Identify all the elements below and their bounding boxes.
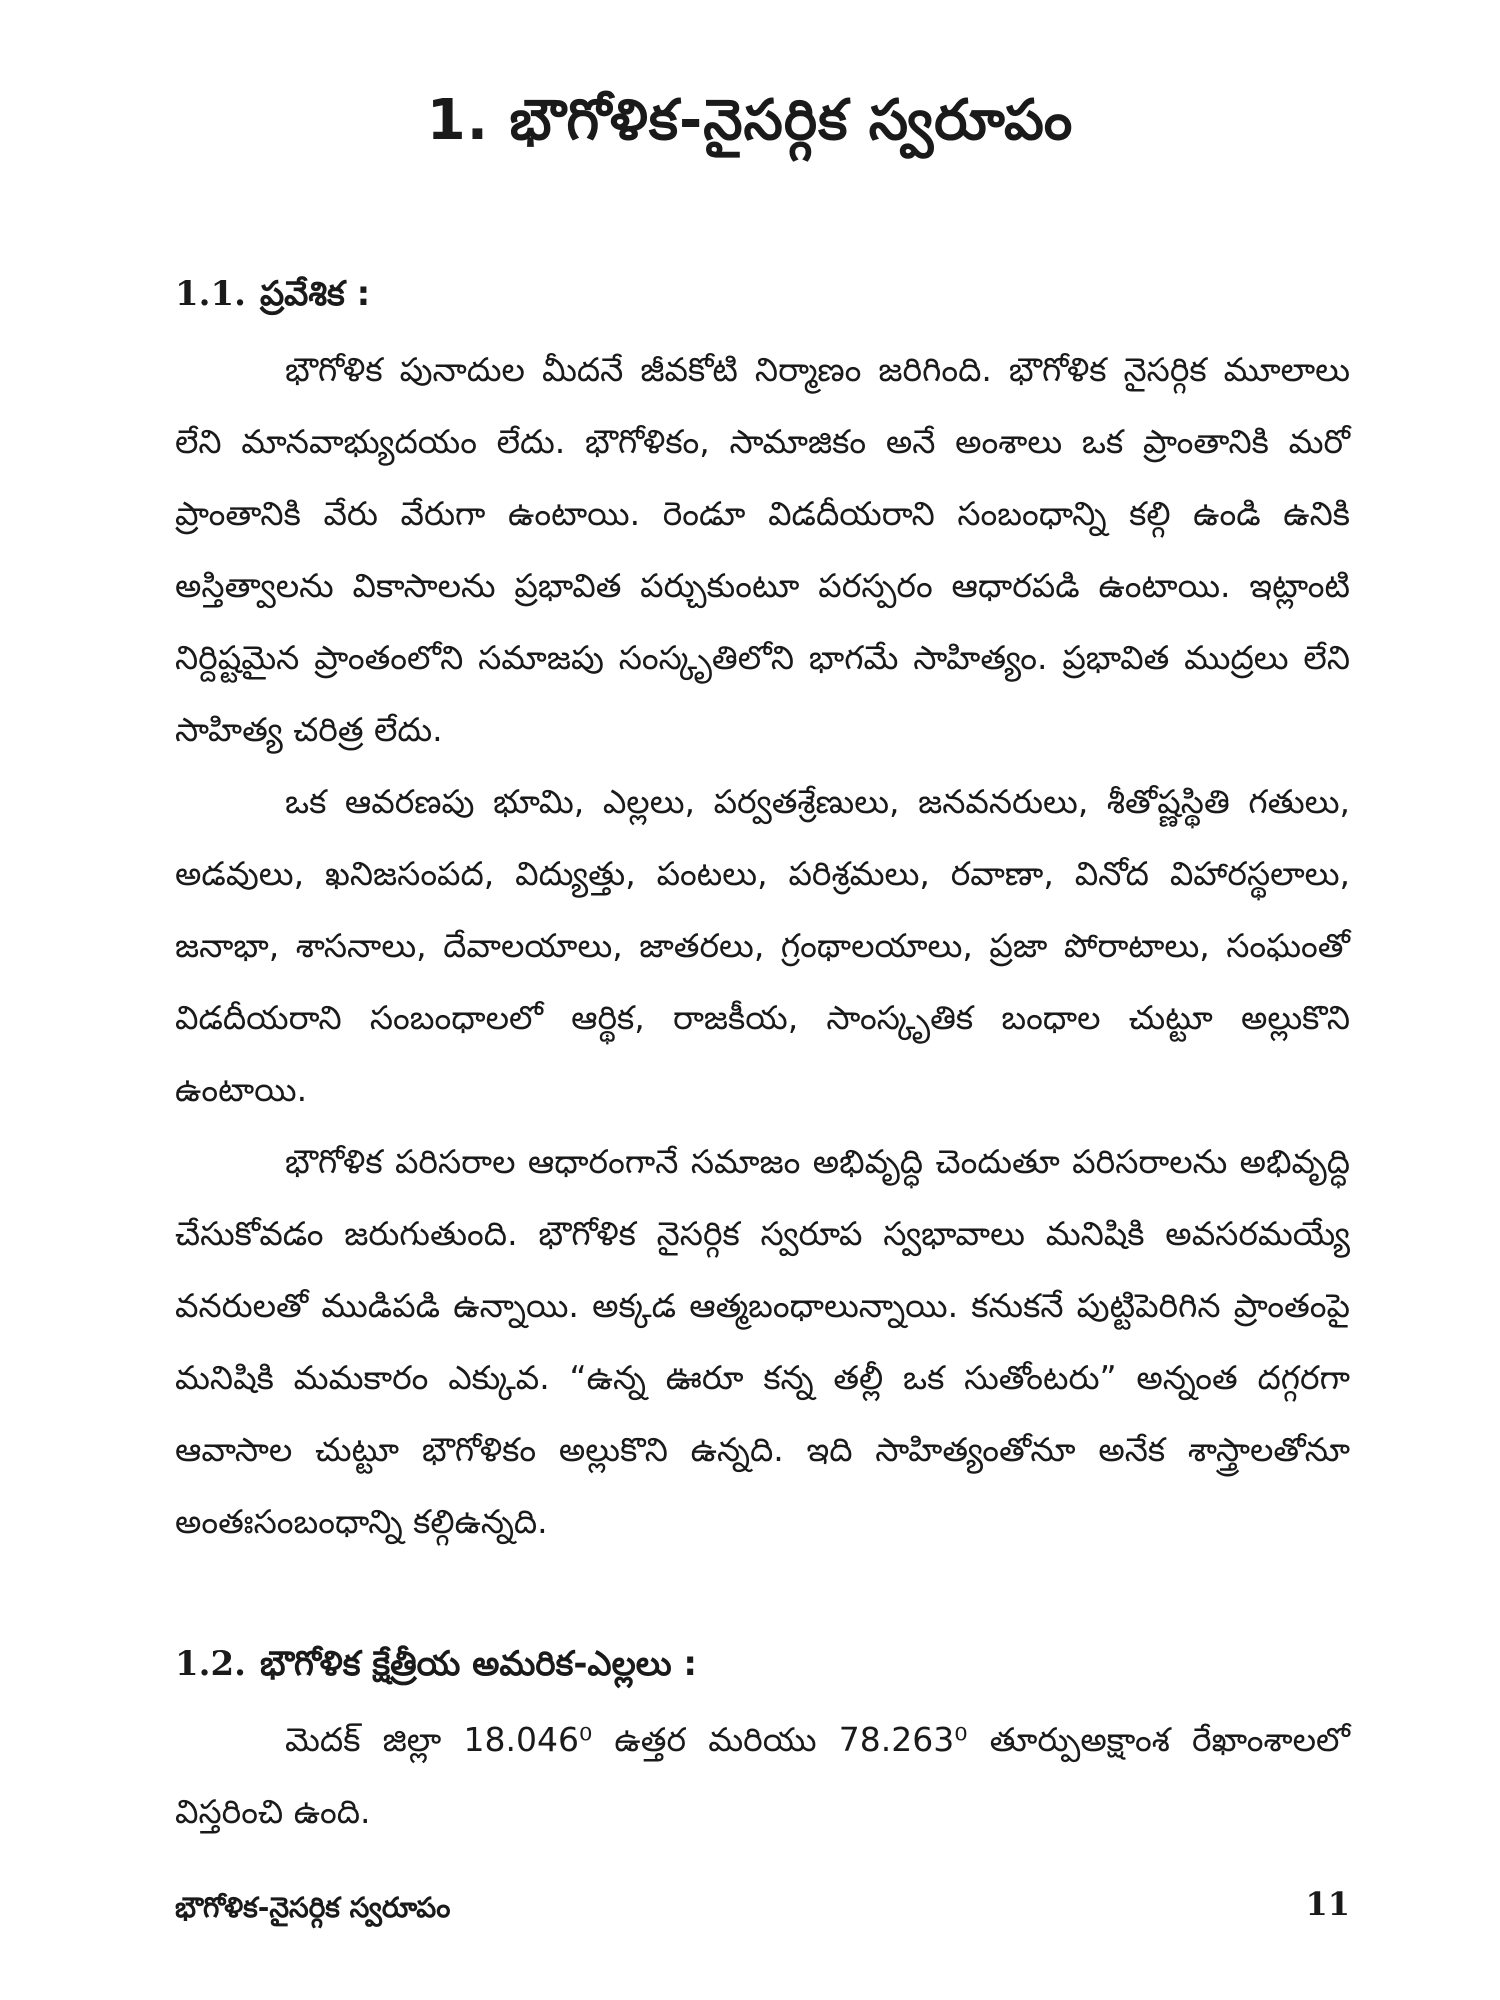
- section-title: ప్రవేశిక :: [260, 274, 371, 314]
- section-heading-1-2: [175, 1640, 697, 1688]
- paragraph: మెదక్ జిల్లా 18.046⁰ ఉత్తర మరియు 78.263⁰ తూర్పుఅక్షాంశ రేఖాంశాలలో విస్తరించి ఉంది.: [175, 1720, 1350, 1831]
- paragraph: భౌగోళిక పునాదుల మీదనే జీవకోటి నిర్మాణం జరిగింది. భౌగోళిక నైసర్గిక మూలాలు లేని మానవాభ్యుదయం లేదు. భౌగోళికం, సామాజికం అనే అంశాలు ఒక ప్రాంతానికి మరో ప్రాంతానికి వేరు వేరుగా ఉంటాయి. రెండూ విడదీయరాని సంబంధాన్ని కల్గి ఉండి ఉనికి అస్తిత్వాలను వికాసాలను ప్రభావిత పర్చుకుంటూ పరస్పరం ఆధారపడి ఉంటాయి. ఇట్లాంటి నిర్దిష్టమైన ప్రాంతంలోని సమాజపు సంస్కృతిలోని భాగమే సాహిత్యం. ప్రభావిత ముద్రలు లేని సాహిత్య చరిత్ర లేదు.: [175, 350, 1351, 749]
- chapter-title: 1. భౌగోళిక-నైసర్గిక స్వరూపం: [426, 87, 1074, 153]
- paragraph: ఒక ఆవరణపు భూమి, ఎల్లలు, పర్వతశ్రేణులు, జనవనరులు, శీతోష్ణస్థితి గతులు, అడవులు, ఖనిజసంపద, విద్యుత్తు, పంటలు, పరిశ్రమలు, రవాణా, వినోద విహారస్థలాలు, జనాభా, శాసనాలు, దేవాలయాలు, జాతరలు, గ్రంథాలయాలు, ప్రజా పోరాటాలు, సంఘంతో విడదీయరాని సంబంధాలలో ఆర్థిక, రాజకీయ, సాంస్కృతిక బంధాల చుట్టూ అల్లుకొని ఉంటాయి.: [175, 782, 1350, 1109]
- page-number: 11: [1305, 1885, 1350, 1923]
- section-title: భౌగోళిక క్షేత్రీయ అమరిక-ఎల్లలు :: [260, 1644, 698, 1684]
- paragraph: భౌగోళిక పరిసరాల ఆధారంగానే సమాజం అభివృద్ధి చెందుతూ పరిసరాలను అభివృద్ధి చేసుకోవడం జరుగుతుంది. భౌగోళిక నైసర్గిక స్వరూప స్వభావాలు మనిషికి అవసరమయ్యే వనరులతో ముడిపడి ఉన్నాయి. అక్కడ ఆత్మబంధాలున్నాయి. కనుకనే పుట్టిపెరిగిన ప్రాంతంపై మనిషికి మమకారం ఎక్కువ. “ఉన్న ఊరూ కన్న తల్లీ ఒక సుతోంటరు” అన్నంత దగ్గరగా ఆవాసాల చుట్టూ భౌగోళికం అల్లుకొని ఉన్నది. ఇది సాహిత్యంతోనూ అనేక శాస్త్రాలతోనూ అంతఃసంబంధాన్ని కల్గిఉన్నది.: [175, 1142, 1350, 1541]
- section-heading-1-1: [175, 270, 370, 318]
- section-body-1-2: [175, 1704, 1350, 1848]
- section-number: 1.1.: [175, 274, 246, 314]
- section-number: 1.2.: [175, 1644, 246, 1684]
- section-body-1-1: [175, 334, 1350, 1558]
- running-footer-title: భౌగోళిక-నైసర్గిక స్వరూపం: [175, 1891, 451, 1924]
